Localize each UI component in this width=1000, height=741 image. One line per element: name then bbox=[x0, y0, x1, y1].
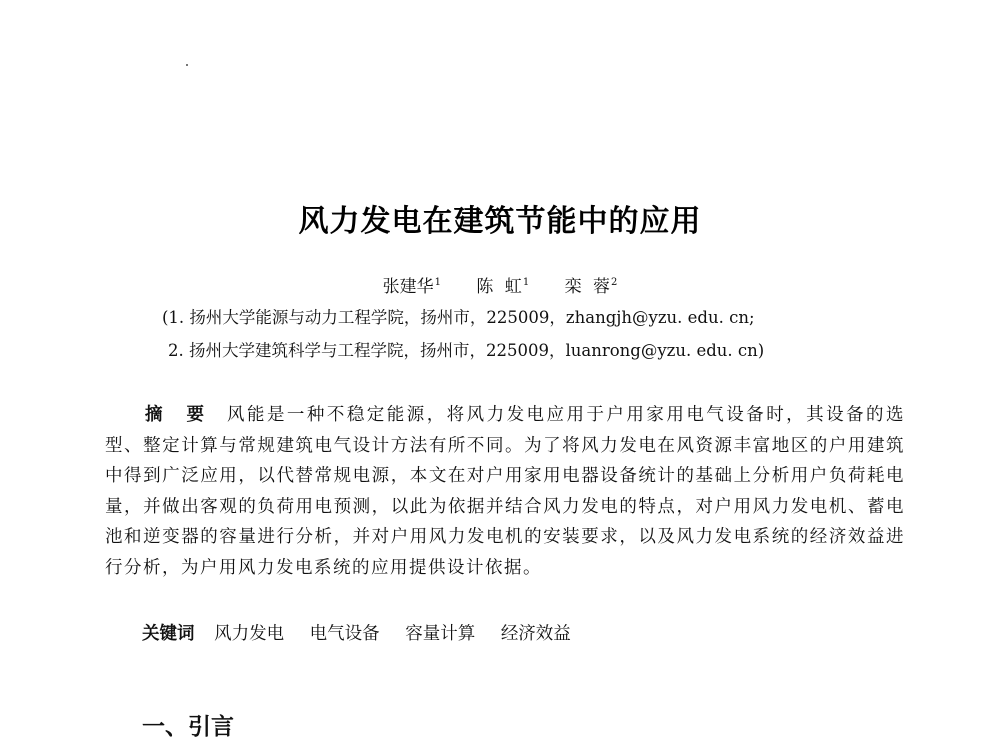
author-name: 张建华 bbox=[382, 277, 434, 297]
affiliation-1: (1. 扬州大学能源与动力工程学院，扬州市，225009，zhangjh@yzu. edu. cn; bbox=[162, 308, 755, 327]
keyword: 容量计算 bbox=[405, 624, 476, 644]
affiliation-mark: 1 bbox=[434, 277, 441, 289]
keyword: 经济效益 bbox=[500, 624, 571, 644]
scan-speck bbox=[186, 64, 188, 66]
abstract bbox=[105, 400, 905, 584]
affiliation-2: 2. 扬州大学建筑科学与工程学院，扬州市，225009，luanrong@yzu. edu. cn) bbox=[168, 341, 765, 360]
abstract-label: 摘 要 bbox=[145, 405, 214, 425]
keyword: 风力发电 bbox=[214, 624, 285, 644]
affiliation-mark: 1 bbox=[522, 277, 530, 289]
paper-title: 风力发电在建筑节能中的应用 bbox=[298, 204, 702, 239]
abstract-text: 风能是一种不稳定能源，将风力发电应用于户用家用电气设备时，其设备的选型、整定计算与常规建筑电气设计方法有所不同。为了将风力发电在风资源丰富地区的户用建筑中得到广泛应用，以代替常规电源，本文在对户用家用电器设备统计的基础上分析用户负荷耗电量，并做出客观的负荷用电预测，以此为依据并结合风力发电的特点，对户用风力发电机、蓄电池和逆变器的容量进行分析，并对户用风力发电机的安装要求，以及风力发电系统的经济效益进行分析，为户用风力发电系统的应用提供设计依据。 bbox=[105, 405, 906, 578]
keywords-label: 关键词 bbox=[142, 624, 195, 644]
author-line bbox=[0, 272, 1000, 297]
keyword: 电气设备 bbox=[309, 624, 380, 644]
author-name: 栾 蓉 bbox=[564, 277, 610, 297]
author-1 bbox=[383, 277, 441, 297]
author-2 bbox=[476, 277, 529, 297]
keywords bbox=[142, 620, 591, 645]
section-heading: 一、引言 bbox=[142, 714, 234, 740]
author-3 bbox=[565, 277, 618, 297]
affiliation-mark: 2 bbox=[611, 277, 618, 289]
author-name: 陈 虹 bbox=[476, 277, 522, 297]
